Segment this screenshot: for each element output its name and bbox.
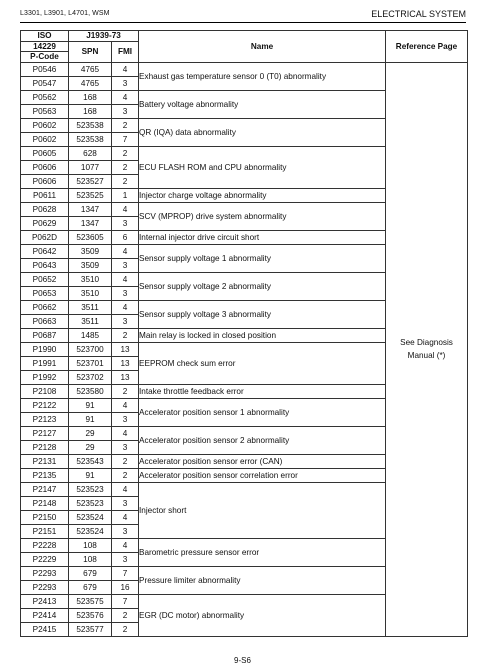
fmi-cell: 2 — [112, 160, 139, 174]
fault-name-cell: Accelerator position sensor correlation error — [139, 468, 386, 482]
fmi-cell: 4 — [112, 538, 139, 552]
spn-cell: 108 — [69, 552, 112, 566]
reference-line-1: See Diagnosis — [400, 338, 453, 347]
p-code-cell: P0546 — [21, 62, 69, 76]
p-code-cell: P0652 — [21, 272, 69, 286]
p-code-cell: P2151 — [21, 524, 69, 538]
p-code-cell: P2108 — [21, 384, 69, 398]
fmi-header: FMI — [112, 41, 139, 62]
fmi-cell: 2 — [112, 146, 139, 160]
spn-cell: 523575 — [69, 594, 112, 608]
spn-cell: 3510 — [69, 286, 112, 300]
fault-name-cell: ECU FLASH ROM and CPU abnormality — [139, 146, 386, 188]
table-body — [21, 62, 468, 636]
fault-name-cell: Injector charge voltage abnormality — [139, 188, 386, 202]
p-code-cell: P0629 — [21, 216, 69, 230]
p-code-cell: P2228 — [21, 538, 69, 552]
spn-cell: 3509 — [69, 258, 112, 272]
spn-cell: 523523 — [69, 482, 112, 496]
spn-cell: 679 — [69, 580, 112, 594]
p-code-cell: P2148 — [21, 496, 69, 510]
fault-name-cell: Intake throttle feedback error — [139, 384, 386, 398]
spn-cell: 4765 — [69, 76, 112, 90]
fault-name-cell: Internal injector drive circuit short — [139, 230, 386, 244]
p-code-cell: P1991 — [21, 356, 69, 370]
spn-cell: 523700 — [69, 342, 112, 356]
fmi-cell: 3 — [112, 496, 139, 510]
j1939-header: J1939-73 — [69, 31, 139, 42]
fmi-cell: 4 — [112, 62, 139, 76]
fmi-cell: 4 — [112, 510, 139, 524]
fault-name-cell: Accelerator position sensor error (CAN) — [139, 454, 386, 468]
fault-name-cell: SCV (MPROP) drive system abnormality — [139, 202, 386, 230]
p-code-cell: P0547 — [21, 76, 69, 90]
fmi-cell: 3 — [112, 104, 139, 118]
spn-cell: 523538 — [69, 132, 112, 146]
p-code-cell: P1992 — [21, 370, 69, 384]
spn-cell: 3510 — [69, 272, 112, 286]
spn-cell: 91 — [69, 468, 112, 482]
fmi-cell: 16 — [112, 580, 139, 594]
p-code-cell: P0606 — [21, 160, 69, 174]
p-code-cell: P2135 — [21, 468, 69, 482]
p-code-cell: P2122 — [21, 398, 69, 412]
fmi-cell: 3 — [112, 314, 139, 328]
p-code-cell: P0628 — [21, 202, 69, 216]
reference-cell — [386, 62, 468, 636]
iso-header-line2: 14229 — [21, 41, 69, 52]
p-code-cell: P0563 — [21, 104, 69, 118]
fmi-cell: 3 — [112, 258, 139, 272]
header-divider — [20, 22, 466, 23]
spn-cell: 91 — [69, 398, 112, 412]
fmi-cell: 13 — [112, 356, 139, 370]
spn-cell: 523577 — [69, 622, 112, 636]
fmi-cell: 3 — [112, 524, 139, 538]
fmi-cell: 4 — [112, 90, 139, 104]
spn-cell: 523605 — [69, 230, 112, 244]
spn-cell: 3511 — [69, 314, 112, 328]
spn-cell: 29 — [69, 440, 112, 454]
fmi-cell: 7 — [112, 594, 139, 608]
fmi-cell: 3 — [112, 216, 139, 230]
spn-cell: 1347 — [69, 202, 112, 216]
fmi-cell: 2 — [112, 608, 139, 622]
spn-cell: 523580 — [69, 384, 112, 398]
spn-header: SPN — [69, 41, 112, 62]
fmi-cell: 4 — [112, 244, 139, 258]
fmi-cell: 2 — [112, 174, 139, 188]
fmi-cell: 4 — [112, 426, 139, 440]
p-code-cell: P2127 — [21, 426, 69, 440]
name-header: Name — [139, 31, 386, 63]
spn-cell: 1347 — [69, 216, 112, 230]
fmi-cell: 2 — [112, 118, 139, 132]
fault-name-cell: Accelerator position sensor 1 abnormality — [139, 398, 386, 426]
fault-name-cell: QR (IQA) data abnormality — [139, 118, 386, 146]
fault-name-cell: Sensor supply voltage 2 abnormality — [139, 272, 386, 300]
p-code-cell: P2413 — [21, 594, 69, 608]
spn-cell: 523525 — [69, 188, 112, 202]
spn-cell: 3509 — [69, 244, 112, 258]
diagnostic-code-table — [20, 30, 468, 637]
p-code-cell: P0642 — [21, 244, 69, 258]
p-code-cell: P0653 — [21, 286, 69, 300]
fmi-cell: 3 — [112, 412, 139, 426]
fault-name-cell: Main relay is locked in closed position — [139, 328, 386, 342]
p-code-cell: P0663 — [21, 314, 69, 328]
table-row — [21, 62, 468, 76]
spn-cell: 29 — [69, 426, 112, 440]
spn-cell: 4765 — [69, 62, 112, 76]
p-code-cell: P2123 — [21, 412, 69, 426]
p-code-cell: P2415 — [21, 622, 69, 636]
spn-cell: 523576 — [69, 608, 112, 622]
p-code-cell: P2128 — [21, 440, 69, 454]
fmi-cell: 4 — [112, 202, 139, 216]
spn-cell: 3511 — [69, 300, 112, 314]
manual-models: L3301, L3901, L4701, WSM — [20, 10, 110, 17]
p-code-cell: P2293 — [21, 580, 69, 594]
fault-name-cell: Exhaust gas temperature sensor 0 (T0) abnormality — [139, 62, 386, 90]
p-code-cell: P2293 — [21, 566, 69, 580]
p-code-cell: P0643 — [21, 258, 69, 272]
fault-name-cell: EGR (DC motor) abnormality — [139, 594, 386, 636]
fmi-cell: 4 — [112, 300, 139, 314]
p-code-cell: P2147 — [21, 482, 69, 496]
fault-name-cell: Barometric pressure sensor error — [139, 538, 386, 566]
fmi-cell: 13 — [112, 342, 139, 356]
fmi-cell: 4 — [112, 272, 139, 286]
spn-cell: 91 — [69, 412, 112, 426]
spn-cell: 523702 — [69, 370, 112, 384]
fmi-cell: 3 — [112, 286, 139, 300]
fault-name-cell: Sensor supply voltage 3 abnormality — [139, 300, 386, 328]
fmi-cell: 1 — [112, 188, 139, 202]
spn-cell: 523524 — [69, 524, 112, 538]
spn-cell: 168 — [69, 104, 112, 118]
fault-name-cell: Accelerator position sensor 2 abnormality — [139, 426, 386, 454]
spn-cell: 628 — [69, 146, 112, 160]
section-title: ELECTRICAL SYSTEM — [371, 9, 466, 19]
p-code-cell: P0602 — [21, 118, 69, 132]
spn-cell: 168 — [69, 90, 112, 104]
fmi-cell: 2 — [112, 622, 139, 636]
fmi-cell: 6 — [112, 230, 139, 244]
fmi-cell: 2 — [112, 384, 139, 398]
fault-name-cell: Battery voltage abnormality — [139, 90, 386, 118]
spn-cell: 523701 — [69, 356, 112, 370]
spn-cell: 1485 — [69, 328, 112, 342]
spn-cell: 523524 — [69, 510, 112, 524]
fault-name-cell: Injector short — [139, 482, 386, 538]
iso-header-line3: P-Code — [21, 52, 69, 63]
p-code-cell: P2131 — [21, 454, 69, 468]
spn-cell: 523527 — [69, 174, 112, 188]
p-code-cell: P0606 — [21, 174, 69, 188]
p-code-cell: P0605 — [21, 146, 69, 160]
fault-name-cell: Sensor supply voltage 1 abnormality — [139, 244, 386, 272]
p-code-cell: P062D — [21, 230, 69, 244]
fmi-cell: 4 — [112, 398, 139, 412]
spn-cell: 523538 — [69, 118, 112, 132]
fault-name-cell: EEPROM check sum error — [139, 342, 386, 384]
spn-cell: 523523 — [69, 496, 112, 510]
p-code-cell: P2229 — [21, 552, 69, 566]
fmi-cell: 2 — [112, 454, 139, 468]
fmi-cell: 3 — [112, 76, 139, 90]
fmi-cell: 4 — [112, 482, 139, 496]
fault-name-cell: Pressure limiter abnormality — [139, 566, 386, 594]
fmi-cell: 2 — [112, 468, 139, 482]
fmi-cell: 13 — [112, 370, 139, 384]
spn-cell: 523543 — [69, 454, 112, 468]
fmi-cell: 2 — [112, 328, 139, 342]
fmi-cell: 7 — [112, 132, 139, 146]
fmi-cell: 3 — [112, 552, 139, 566]
p-code-cell: P0662 — [21, 300, 69, 314]
p-code-cell: P1990 — [21, 342, 69, 356]
spn-cell: 679 — [69, 566, 112, 580]
page-number: 9-S6 — [234, 656, 251, 665]
p-code-cell: P2414 — [21, 608, 69, 622]
reference-header: Reference Page — [386, 31, 468, 63]
reference-line-2: Manual (*) — [407, 351, 446, 360]
iso-header-line1: ISO — [21, 31, 69, 42]
p-code-cell: P2150 — [21, 510, 69, 524]
spn-cell: 1077 — [69, 160, 112, 174]
fmi-cell: 3 — [112, 440, 139, 454]
p-code-cell: P0562 — [21, 90, 69, 104]
spn-cell: 108 — [69, 538, 112, 552]
fmi-cell: 7 — [112, 566, 139, 580]
p-code-cell: P0687 — [21, 328, 69, 342]
p-code-cell: P0611 — [21, 188, 69, 202]
p-code-cell: P0602 — [21, 132, 69, 146]
